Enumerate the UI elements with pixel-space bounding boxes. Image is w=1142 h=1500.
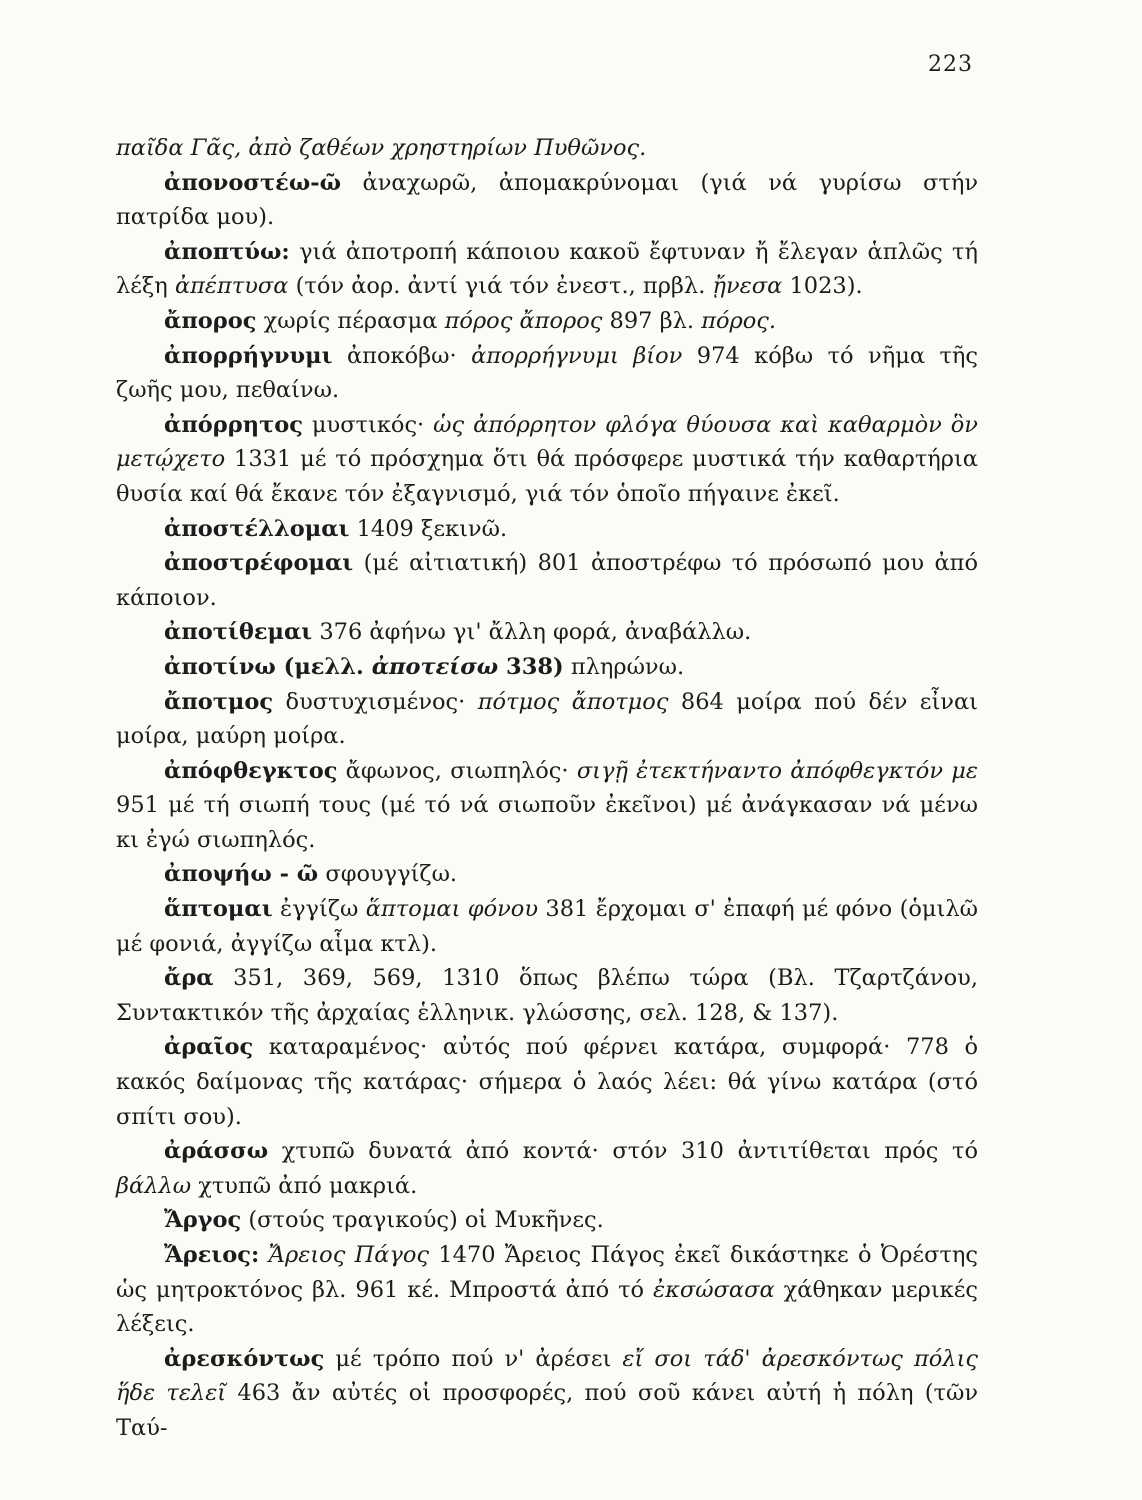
dictionary-entry: [116, 685, 978, 754]
dictionary-entry: [116, 304, 978, 339]
entry-text: 1409 ξεκινῶ.: [349, 515, 508, 542]
entry-continuation: [116, 131, 978, 166]
entry-headword: ἀποπτύω:: [164, 238, 290, 265]
entry-headword: ἀποστέλλομαι: [164, 515, 350, 542]
dictionary-entry: [116, 408, 978, 512]
entry-quotation: σιγῇ ἐτεκτήναντο ἀπόφθεγκτόν με: [576, 757, 978, 784]
entry-quotation: ὡς ἀπόρρητον φλόγα θύουσα καὶ καθαρμὸν ὃν μετῴχετο: [116, 411, 978, 473]
dictionary-entry: [116, 1030, 978, 1134]
page-number: 223: [928, 52, 973, 77]
entry-text: μέ τρόπο πού ν' ἀρέσει: [324, 1345, 623, 1372]
entry-headword: ἄπορος: [164, 307, 257, 334]
entry-headword: ἀραῖος: [164, 1034, 254, 1061]
entry-quotation: πόρος ἄπορος: [444, 307, 603, 334]
entry-quotation: ἀπορρήγνυμι βίον: [471, 342, 683, 369]
entry-text: 1470 Ἄρειος Πάγος ἐκεῖ δικάστηκε ὁ Ὀρέστης ὡς μητροκτόνος βλ. 961 κέ. Μπροστά ἀπό τό: [116, 1242, 978, 1303]
entry-headword: ἀποψήω - ῶ: [164, 861, 319, 888]
entry-text: 951 μέ τή σιωπή τους (μέ τό νά σιωποῦν ἐκεῖνοι) μέ ἀνάγκασαν νά μένω κι ἐγώ σιωπηλός.: [116, 792, 978, 853]
entry-quotation: παῖδα Γᾶς, ἀπὸ ζαθέων χρηστηρίων Πυθῶνος.: [116, 135, 647, 161]
entry-headword: ἀρεσκόντως: [164, 1345, 325, 1372]
dictionary-entry: [116, 1134, 978, 1203]
entry-headword: ἅπτομαι: [164, 896, 273, 923]
entry-quotation: ἐκσώσασα: [653, 1276, 775, 1303]
dictionary-entry: [116, 339, 978, 408]
entry-headword: ἀποτίθεμαι: [164, 619, 313, 646]
entry-text: (μέ αἰτιατική) 801 ἀποστρέφω τό πρόσωπό μου ἀπό κάποιον.: [116, 550, 978, 611]
entry-text: πληρώνω.: [563, 653, 685, 680]
dictionary-entry: [116, 546, 978, 615]
dictionary-entry: [116, 857, 978, 892]
entry-headword: ἀράσσω: [164, 1138, 269, 1165]
entry-quotation: πόρος.: [701, 307, 777, 334]
dictionary-entry: [116, 235, 978, 304]
entry-text: 864 μοίρα πού δέν εἶναι μοίρα, μαύρη μοίρα.: [116, 688, 978, 750]
entry-text: ἄφωνος, σιωπηλός·: [337, 757, 577, 784]
entry-text: 974 κόβω τό νῆμα τῆς ζωῆς μου, πεθαίνω.: [116, 342, 979, 404]
entry-text: σφουγγίζω.: [318, 861, 458, 888]
dictionary-entry: [116, 961, 978, 1030]
dictionary-entries: [116, 131, 978, 1446]
entry-text: 463 ἄν αὐτές οἱ προσφορές, πού σοῦ κάνει αὐτή ἡ πόλη (τῶν Ταύ-: [116, 1380, 978, 1441]
entry-text: (στούς τραγικούς) οἱ Μυκῆνες.: [241, 1207, 604, 1234]
entry-text: ἀναχωρῶ, ἀπομακρύνομαι (γιά νά γυρίσω στήν πατρίδα μου).: [116, 169, 978, 231]
entry-headword: ἀπορρήγνυμι: [164, 342, 333, 369]
entry-headword: Ἄργος: [164, 1207, 242, 1234]
entry-text: 351, 369, 569, 1310 ὅπως βλέπω τώρα (Βλ. Τζαρτζάνου, Συντακτικόν τῆς ἀρχαίας ἑλληνικ. γλώσσης, σελ. 128, & 137).: [116, 965, 978, 1026]
entry-quotation: ἅπτομαι φόνου: [365, 896, 539, 923]
dictionary-entry: [116, 1342, 978, 1446]
entry-headword: ἀποτίνω (μελλ.: [164, 653, 372, 680]
entry-text: ἀποκόβω·: [332, 342, 472, 369]
entry-headword: ἀπόφθεγκτος: [164, 757, 338, 784]
entry-headword: ἀποστρέφομαι: [164, 550, 354, 577]
dictionary-entry: [116, 615, 978, 650]
entry-headword: 338): [498, 653, 564, 680]
entry-headword: ἄρα: [164, 965, 214, 992]
entry-text: χτυπῶ ἀπό μακριά.: [191, 1172, 418, 1199]
entry-text: μυστικός·: [302, 411, 434, 438]
entry-text: δυστυχισμένος·: [273, 688, 478, 715]
entry-text: χωρίς πέρασμα: [256, 307, 445, 334]
entry-quotation: ᾔνεσα: [712, 273, 783, 300]
entry-text: ἐγγίζω: [272, 896, 366, 923]
entry-text: [259, 1242, 268, 1268]
entry-quotation: πότμος ἄποτμος: [477, 688, 669, 715]
entry-text: (τόν ἀορ. ἀντί γιά τόν ἐνεστ., πρβλ.: [288, 273, 713, 300]
entry-quotation: Ἄρειος Πάγος: [268, 1242, 430, 1268]
dictionary-entry: [116, 650, 978, 685]
entry-headword: ἀπονοστέω-ῶ: [164, 169, 342, 196]
dictionary-entry: [116, 512, 978, 547]
entry-text: 376 ἀφήνω γι' ἄλλη φορά, ἀναβάλλω.: [312, 619, 752, 646]
entry-text: χτυπῶ δυνατά ἀπό κοντά· στόν 310 ἀντιτίθεται πρός τό: [268, 1138, 978, 1165]
entry-text: γιά ἀποτροπή κάποιου κακοῦ ἔφτυναν ἤ ἔλεγαν ἁπλῶς τή λέξη: [116, 238, 978, 300]
entry-quotation: εἴ σοι τάδ' ἀρεσκόντως πόλις ἥδε τελεῖ: [116, 1345, 978, 1407]
entry-text: καταραμένος· αὐτός πού φέρνει κατάρα, συμφορά· 778 ὁ κακός δαίμονας τῆς κατάρας· σήμερα ὁ λαός λέει: θά γίνω κατάρα (στό σπίτι σου).: [116, 1034, 978, 1130]
dictionary-entry: [116, 166, 978, 235]
dictionary-entry: [116, 1238, 978, 1342]
entry-headword: ἄποτμος: [164, 688, 274, 715]
entry-quotation: ἀπέπτυσα: [174, 273, 289, 300]
entry-text: 897 βλ.: [602, 307, 702, 334]
dictionary-entry: [116, 754, 978, 858]
dictionary-entry: [116, 1203, 978, 1238]
entry-text: 1023).: [782, 273, 863, 300]
entry-headword: ἀπόρρητος: [164, 411, 303, 438]
entry-headword: Ἄρειος:: [164, 1242, 260, 1268]
entry-text: 1331 μέ τό πρόσχημα ὅτι θά πρόσφερε μυστικά τήν καθαρτήρια θυσία καί θά ἔκανε τόν ἐξαγνισμό, γιά τόν ὁποῖο πήγαινε ἐκεῖ.: [116, 446, 978, 507]
entry-text: 381 ἔρχομαι σ' ἐπαφή μέ φόνο (ὁμιλῶ μέ φονιά, ἀγγίζω αἷμα κτλ).: [116, 896, 978, 957]
entry-text: χάθηκαν μερικές λέξεις.: [116, 1276, 978, 1338]
entry-quotation: ἀποτείσω: [371, 653, 499, 680]
dictionary-entry: [116, 892, 978, 961]
entry-quotation: βάλλω: [116, 1172, 192, 1199]
